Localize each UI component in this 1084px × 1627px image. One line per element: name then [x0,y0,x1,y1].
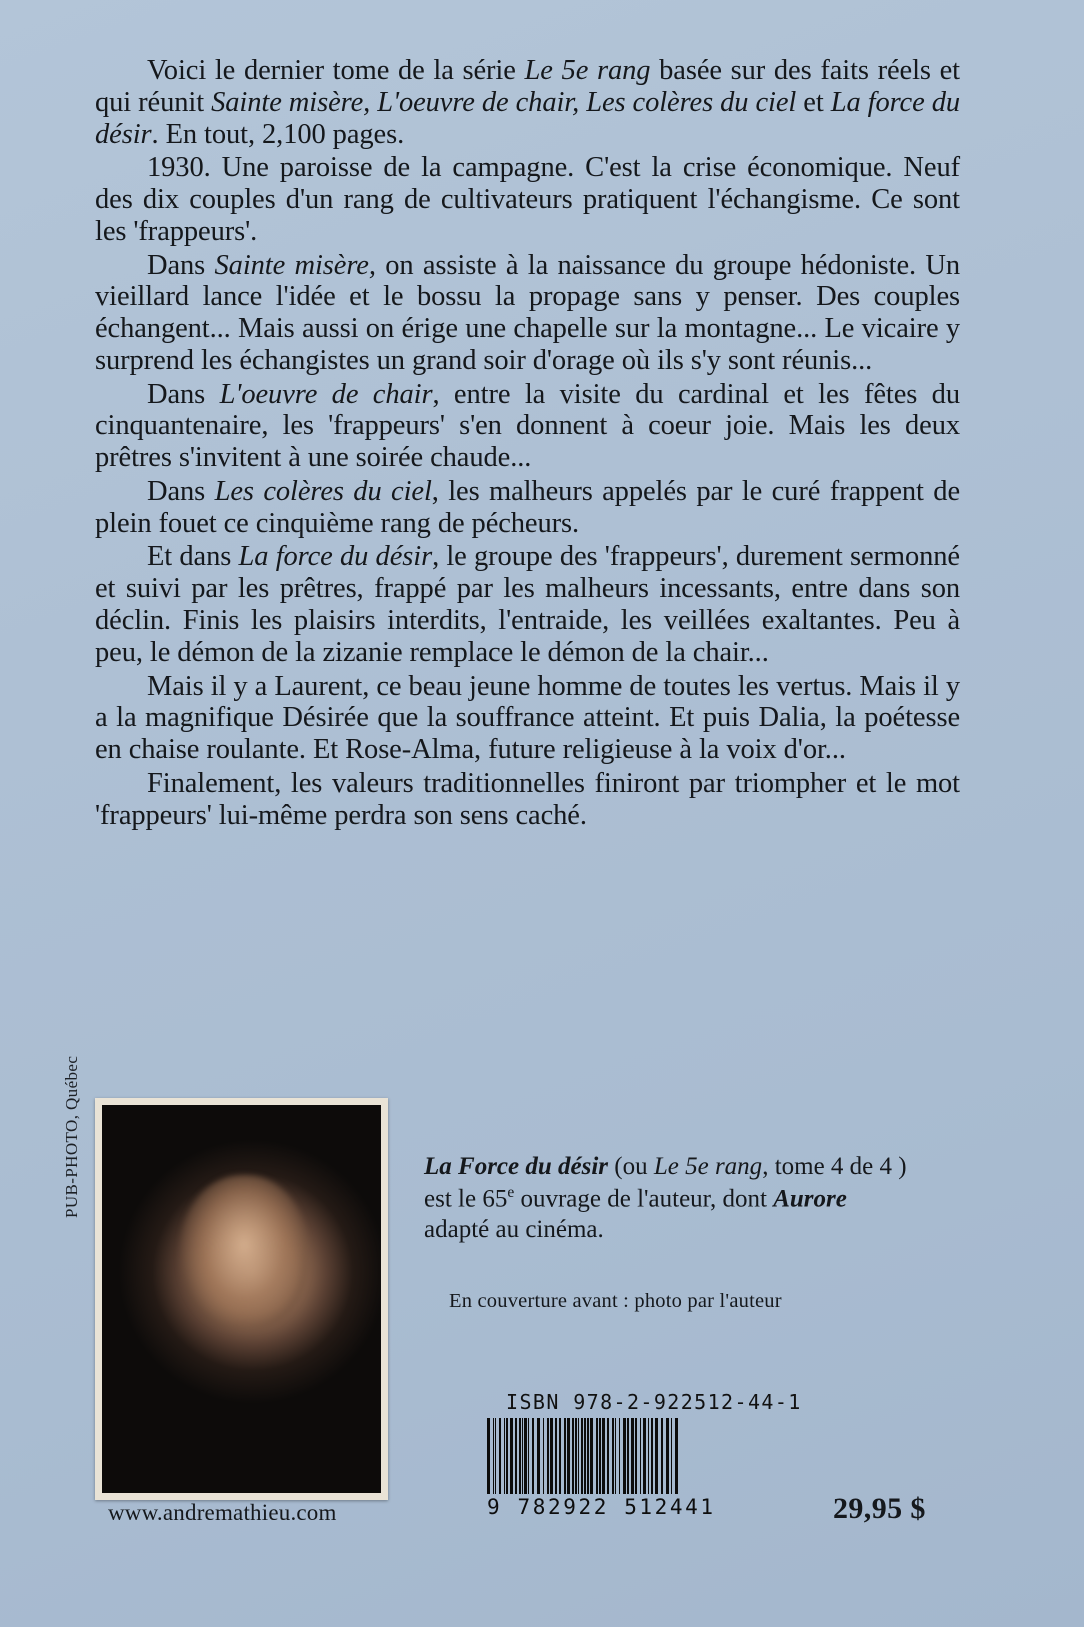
blurb-paragraph-7: Mais il y a Laurent, ce beau jeune homme de toutes les vertus. Mais il y a la magnifique Désirée que la souffrance atteint. Et puis Dalia, la poétesse en chaise roulante. Et Rose-Alma, future religieuse à la voix d'or... [95,670,960,766]
blurb-paragraph-6: Et dans La force du désir, le groupe des 'frappeurs', durement sermonné et suivi par les prêtres, frappé par les malheurs incessants, entre dans son déclin. Finis les plaisirs interdits, l'entraide, les veillées exaltantes. Peu à peu, le démon de la zizanie remplace le démon de la chair... [95,541,960,668]
barcode-bars [487,1418,755,1494]
blurb-paragraph-2: 1930. Une paroisse de la campagne. C'est la crise économique. Neuf des dix couples d'un rang de cultivateurs pratiquent l'échangisme. Ce sont les 'frappeurs'. [95,152,960,247]
cover-photo-credit: En couverture avant : photo par l'auteur [449,1290,782,1312]
series-title: Le 5e rang [524,55,651,86]
publisher-note-text [424,1152,914,1246]
blurb-paragraph-1: Voici le dernier tome de la série Le 5e rang basée sur des faits réels et qui réunit Sainte misère, L'oeuvre de chair, Les colères du ciel et La force du désir. En tout, 2,100 pages. [95,55,961,150]
author-portrait-image [102,1105,381,1493]
note-paren-open: (ou [608,1153,654,1180]
volume-title-4b: La force du désir [238,541,433,573]
publisher-note [424,1152,914,1246]
author-website[interactable]: www.andremathieu.com [108,1500,337,1525]
barcode-digits: 9 782922 512441 [487,1495,716,1519]
note-series-title: Le 5e rang [653,1153,763,1180]
note-after-ordinal: ouvrage de l'auteur, dont [514,1185,774,1213]
blurb-paragraph-4: Dans L'oeuvre de chair, entre la visite du cardinal et les fêtes du cinquantenaire, les 'frappeurs' s'en donnent à coeur joie. Mais les deux prêtres s'invitent à une soirée chaude... [95,378,960,474]
blurb-text [95,55,960,833]
author-photo [95,1098,388,1500]
barcode [487,1418,755,1519]
note-book-title: La Force du désir [424,1153,609,1180]
price-label: 29,95 $ [833,1492,926,1525]
blurb-paragraph-3: Dans Sainte misère, on assiste à la naissance du groupe hédoniste. Un vieillard lance l'idée et le bossu la propage sans y penser. Des couples échangent... Mais aussi on érige une chapelle sur la montagne... Le vicaire y surprend les échangistes un grand soir d'orage où ils s'y sont réunis... [95,249,961,376]
volume-title-1: Sainte misère, [214,249,376,281]
volume-title-2: L'oeuvre de chair [219,378,433,410]
volume-title-4: La force du désir [95,86,960,150]
note-ordinal: e [507,1183,515,1201]
note-tail: adapté au cinéma. [424,1215,604,1243]
note-middle: , tome 4 de 4 ) est le 65 [424,1153,907,1213]
photo-credit-vertical: PUB-PHOTO, Québec [62,1055,81,1218]
volume-title-3: Les colères du ciel [214,475,432,507]
blurb-paragraph-8: Finalement, les valeurs traditionnelles finiront par triompher et le mot 'frappeurs' lui-même perdra son sens caché. [95,767,960,831]
note-adapted-work: Aurore [773,1185,847,1213]
blurb-paragraph-5: Dans Les colères du ciel, les malheurs appelés par le curé frappent de plein fouet ce cinquième rang de pécheurs. [95,475,960,539]
volume-titles: Sainte misère, L'oeuvre de chair, Les colères du ciel [211,86,797,118]
isbn-label: ISBN 978-2-922512-44-1 [506,1390,802,1414]
